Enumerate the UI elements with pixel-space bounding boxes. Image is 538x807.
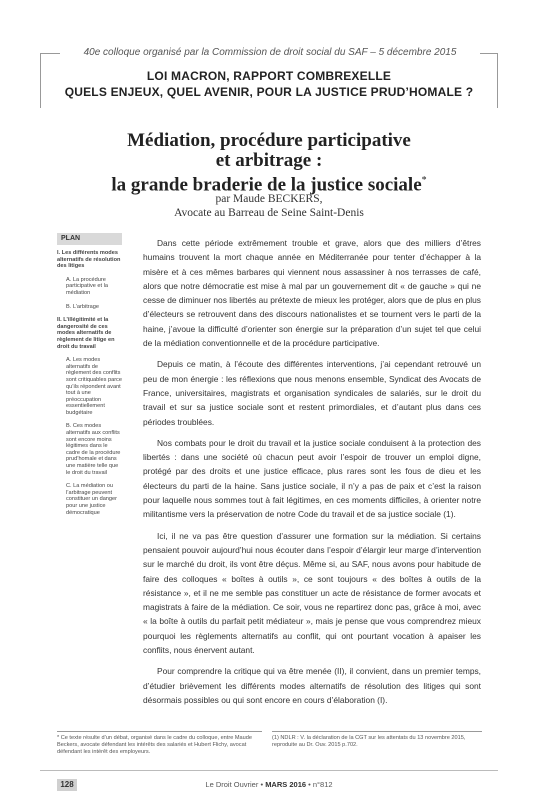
topic-line-1: LOI MACRON, RAPPORT COMBREXELLE [146,69,392,83]
plan-item: I. Les différents modes alternatifs de résolution des litiges [57,250,121,270]
footnote-author: * Ce texte résulte d’un débat, organisé dans le cadre du colloque, entre Maude Beckers, avocate défendant les intérêts des salariés et Hubert Flichy, avocat défendant les intérêt des employeurs. [57,735,252,755]
author-name: par Maude BECKERS, [215,193,323,205]
body-paragraph: Ici, il ne va pas être question d’assurer une formation sur la médiation. Si certains pensaient pouvoir aujourd’hui nous écouter dans l’espoir d’élargir leur marge d’intervention sur le marché du droit, ils vont être déçus. Même si, au SAF, nous avons pour habitude de faire des colloques « boîtes à outils », ce sont toujours « des boîtes à outils de la résistance », et il ne me semble pas constituer un acte de résistance de former avocats et magistrats à faire de la médiation. Ce soir, vous ne repartirez donc pas, grâce à moi, avec « la boîte à outils du parfait petit médiateur », mais je pense que vous comprendrez mieux pourquoi les règlements alternatifs au conflit, qui ont pourtant vocation à apaiser les conflits, nous énervent autant. [143,530,481,656]
body-paragraph: Depuis ce matin, à l’écoute des différentes interventions, j’ai cependant retrouvé un peu de mon énergie : les réflexions que nous menons ensemble, Syndicat des Avocats de France, universitaires, magistrats et organisation syndicales de salariés, sur le droit du travail et sur sa justice sociale sont et restent primordiales, et d’autant plus dans ces périodes troublées. [143,359,481,427]
plan-list [57,250,123,516]
article-title-line-1: Médiation, procédure participative [127,130,411,151]
title-footnote-mark: * [421,175,427,186]
body-paragraph: Nos combats pour le droit du travail et la justice sociale conduisent à la protection des libertés : dans une société où chacun peut avoir l’espoir de trouver un emploi digne, protégé par des droits et une justice efficace, plus rares sont les fous de dieu et les électeurs du parti de la haine. Sans justice sociale, il n’y a pas de paix et c’est la raison pour laquelle nous sommes tout à fait légitimes, en ces moments difficiles, à orienter notre militantisme vers la préservation de notre Code du travail et de sa justice sociale (1). [143,437,481,520]
footnote-1: (1) NDLR : V. la déclaration de la CGT sur les attentats du 13 novembre 2015, reproduite au Dr. Ouv. 2015 p.702. [272,735,466,748]
article-title-line-3 [40,170,498,195]
colloque-heading: 40e colloque organisé par la Commission de droit social du SAF – 5 décembre 2015 [83,47,457,58]
body-paragraph: Dans cette période extrêmement trouble et grave, alors que des milliers d’êtres humains trouvent la mort chaque année en Méditerranée pour tenter d’échapper à la misère et à ces mêmes barbares qui viennent nous assassiner à nos terrasses de café, alors que notre démocratie est mise à mal par un gouvernement dit « de gauche » qui ne cesse de diminuer nos libertés au prétexte de mieux les protéger, alors que de plus en plus d’électeurs se retrouvent dans des discours nationalistes et se tournent vers le parti de la haine, j’avoue la difficulté d’orienter son énergie sur la préparation d’un sujet tel que celui de la médiation conventionnelle et de la procédure participative. [143,238,481,349]
footer-separator: • [260,780,264,789]
plan-item: A. La procédure participative et la médiation [66,276,108,296]
plan-item: A. Les modes alternatifs de règlement des conflits sont critiquables parce qu’ils répondent avant tout à une préoccupation essentiellement budgétaire [66,357,122,416]
article-body [143,236,481,714]
journal-footer [150,780,388,789]
header-rule-right [480,53,498,54]
plan-item: B. Ces modes alternatifs aux conflits sont encore moins légitimes dans le cadre de la procédure prud’homale et dans une matière telle que le droit du travail [66,423,121,476]
page-number: 128 [57,779,77,791]
journal-name: Le Droit Ouvrier [205,780,259,789]
plan-item: II. L’illégitimité et la dangerosité de ces modes alternatifs de règlement de litige en droit du travail [57,317,115,350]
plan-item: C. La médiation ou l’arbitrage peuvent constituer un danger pour une justice démocratique [66,483,117,516]
footer-rule [40,770,498,771]
issue-number: n°812 [312,780,333,789]
author-affiliation: Avocate au Barreau de Seine Saint-Denis [174,207,364,219]
body-paragraph: Pour comprendre la critique qui va être menée (II), il convient, dans un premier temps, d’étudier brièvement les différents modes alternatifs de résolution des litiges qui sont désormais possibles ou qui sont encore en cours d’élaboration (I). [143,666,481,705]
footnote-rule-right [272,731,482,732]
topic-line-2: QUELS ENJEUX, QUEL AVENIR, POUR LA JUSTICE PRUD’HOMALE ? [64,85,474,99]
article-title-line-2: et arbitrage : [215,150,323,171]
article-title-text: la grande braderie de la justice sociale [111,174,422,196]
footer-separator: • [308,780,311,789]
footnote-rule-left [57,731,262,732]
plan-label: PLAN [57,233,122,245]
issue-date: MARS 2016 [265,780,307,789]
plan-item: B. L’arbitrage [66,303,99,310]
header-rule-left [40,53,60,54]
